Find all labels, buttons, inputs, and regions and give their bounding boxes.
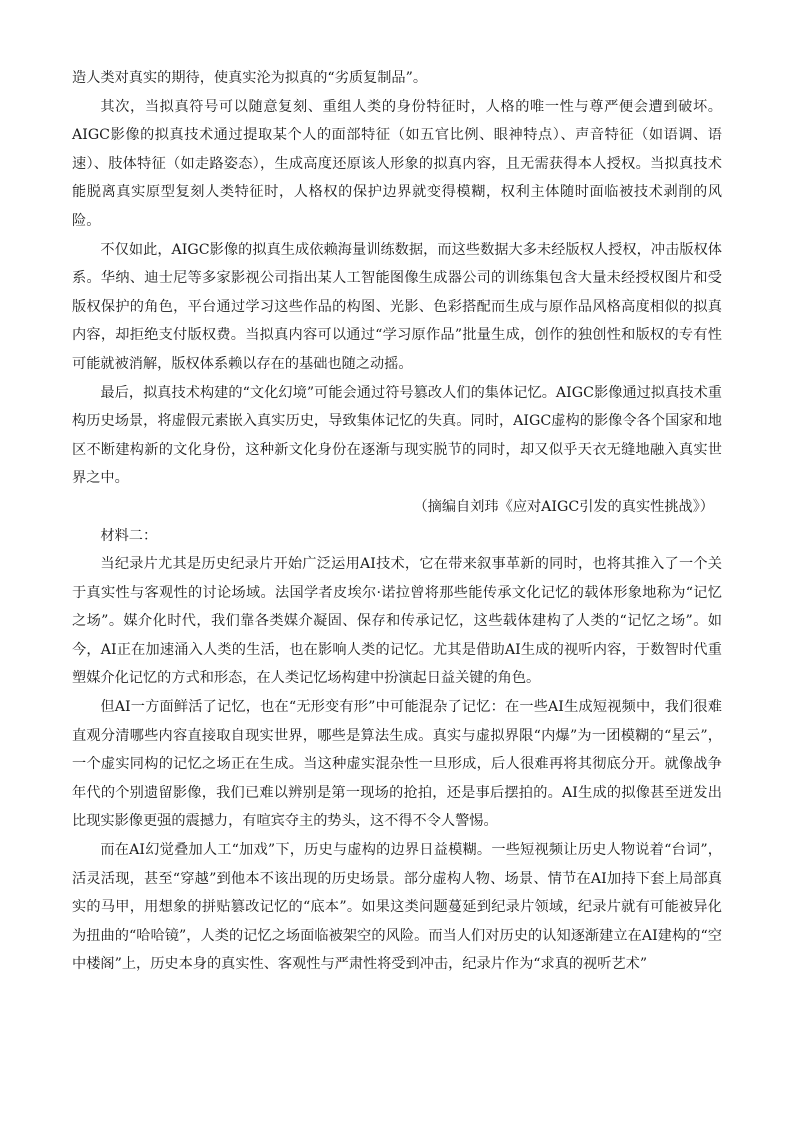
paragraph-mixed-memory: 但AI一方面鲜活了记忆，也在“无形变有形”中可能混杂了记忆：在一些AI生成短视频中，我们很难直观分清哪些内容直接取自现实世界，哪些是算法生成。真实与虚拟界限“内爆”为一团模糊的“星云”，一个虚实同构的记忆之场正在生成。当这种虚实混杂性一旦形成，后人很难再将其彻底分开。就像战争年代的个别遗留影像，我们已难以辨别是第一现场的抢拍，还是事后摆拍的。AI生成的拟像甚至迸发出比现实影像更强的震撼力，有喧宾夺主的势头，这不得不令人警惕。 bbox=[72, 699, 722, 830]
paragraph-fourth-memory: 最后，拟真技术构建的“文化幻境”可能会通过符号篡改人们的集体记忆。AIGC影像通过拟真技术重构历史场景，将虚假元素嵌入真实历史，导致集体记忆的失真。同时，AIGC虚构的影像令各个国家和地区不断建构新的文化身份，这种新文化身份在逐渐与现实脱节的同时，却又似乎天衣无缝地融入真实世界之中。 bbox=[72, 384, 722, 487]
source-citation: （摘编自刘玮《应对AIGC引发的真实性挑战》） bbox=[413, 498, 714, 515]
paragraph-second-personality: 其次，当拟真符号可以随意复刻、重组人类的身份特征时，人格的唯一性与尊严便会遭到破坏。AIGC影像的拟真技术通过提取某个人的面部特征（如五官比例、眼神特点）、声音特征（如语调、语速）、肢体特征（如走路姿态），生成高度还原该人形象的拟真内容，且无需获得本人授权。当拟真技术能脱离真实原型复刻人类特征时，人格权的保护边界就变得模糊，权利主体随时面临被技术剥削的风险。 bbox=[72, 98, 722, 229]
document-body bbox=[72, 64, 722, 979]
paragraph-continuation: 造人类对真实的期待，使真实沦为拟真的“劣质复制品”。 bbox=[72, 70, 428, 86]
paragraph-history-fiction: 而在AI幻觉叠加人工“加戏”下，历史与虚构的边界日益模糊。一些短视频让历史人物说着“台词”，活灵活现，甚至“穿越”到他本不该出现的历史场景。部分虚构人物、场景、情节在AI加持下套上局部真实的马甲，用想象的拼贴篡改记忆的“底本”。如果这类问题蔓延到纪录片领域，纪录片就有可能被异化为扭曲的“哈哈镜”，人类的记忆之场面临被架空的风险。而当人们对历史的认知逐渐建立在AI建构的“空中楼阁”上，历史本身的真实性、客观性与严肃性将受到冲击，纪录片作为“求真的视听艺术” bbox=[72, 842, 722, 973]
material-two-heading: 材料二： bbox=[100, 527, 158, 544]
paragraph-third-copyright: 不仅如此，AIGC影像的拟真生成依赖海量训练数据，而这些数据大多未经版权人授权，冲击版权体系。华纳、迪士尼等多家影视公司指出某人工智能图像生成器公司的训练集包含大量未经授权图片和受版权保护的角色，平台通过学习这些作品的构图、光影、色彩搭配而生成与原作品风格高度相似的拟真内容，却拒绝支付版权费。当拟真内容可以通过“学习原作品”批量生成，创作的独创性和版权的专有性可能就被消解，版权体系赖以存在的基础也随之动摇。 bbox=[72, 241, 722, 372]
paragraph-documentary-ai: 当纪录片尤其是历史纪录片开始广泛运用AI技术，它在带来叙事革新的同时，也将其推入了一个关于真实性与客观性的讨论场域。法国学者皮埃尔·诺拉曾将那些能传承文化记忆的载体形象地称为“记忆之场”。媒介化时代，我们靠各类媒介凝固、保存和传承记忆，这些载体建构了人类的“记忆之场”。如今，AI正在加速涌入人类的生活，也在影响人类的记忆。尤其是借助AI生成的视听内容，于数智时代重塑媒介化记忆的方式和形态，在人类记忆场构建中扮演起日益关键的角色。 bbox=[72, 556, 722, 687]
